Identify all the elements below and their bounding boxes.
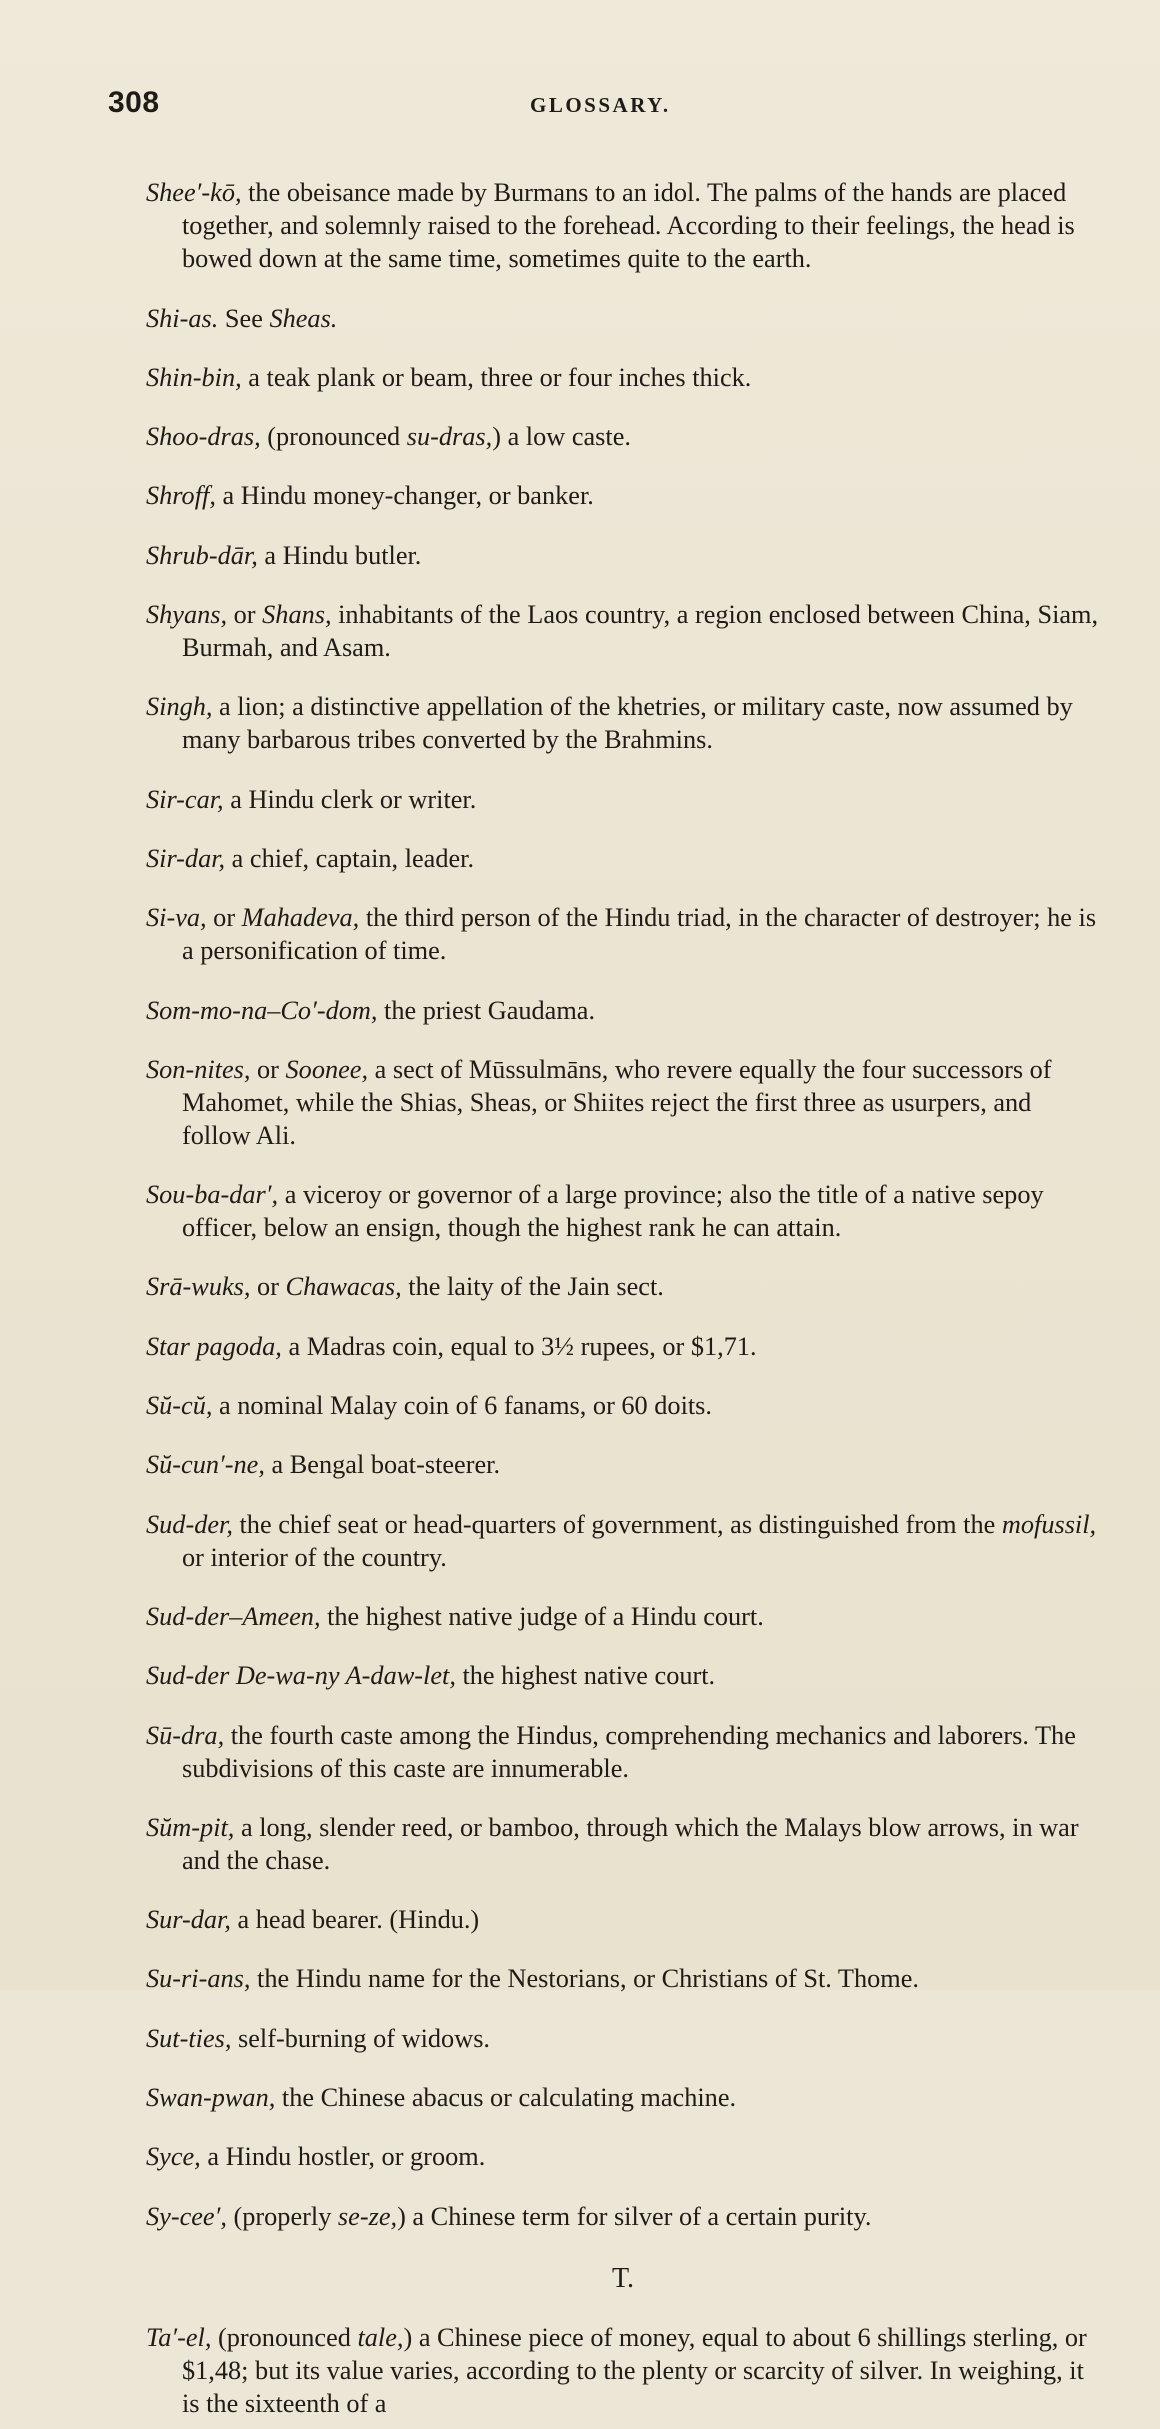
entry-term: Shoo-dras, — [146, 422, 261, 452]
entry-term: Shrub-dār, — [146, 540, 258, 570]
entry-term: Singh, — [146, 692, 213, 722]
entry-definition: a Hindu hostler, or groom. — [200, 2142, 486, 2172]
entry-definition: the fourth caste among the Hindus, comprehending mechanics and laborers. The subdivisions of this caste are innumerable. — [182, 1720, 1076, 1783]
glossary-entry — [146, 1448, 1100, 1481]
glossary-entry — [146, 479, 1100, 512]
entry-definition: the highest native judge of a Hindu court. — [320, 1601, 764, 1631]
entry-term: Swan-pwan, — [146, 2083, 276, 2113]
glossary-entries — [146, 150, 1100, 2429]
entry-definition: the Hindu name for the Nestorians, or Christians of St. Thome. — [250, 1964, 919, 1994]
glossary-entry — [146, 2321, 1100, 2420]
entry-term: Si-va, — [146, 903, 207, 933]
entry-cross-reference: Sheas. — [269, 303, 338, 333]
glossary-entry — [146, 901, 1100, 967]
glossary-entry — [146, 302, 1100, 335]
glossary-entry — [146, 2022, 1100, 2055]
glossary-entry — [146, 1659, 1100, 1692]
running-head: GLOSSARY. — [530, 93, 671, 117]
entry-cross-reference: mofussil, — [1001, 1509, 1097, 1539]
entry-definition: a teak plank or beam, three or four inches thick. — [241, 362, 752, 392]
entry-definition: the priest Gaudama. — [377, 995, 596, 1025]
entry-definition: a Hindu clerk or writer. — [223, 784, 477, 814]
entry-term: Sud-der De-wa-ny A-daw-let, — [146, 1661, 456, 1691]
entry-definition: a lion; a distinctive appellation of the khetries, or military caste, now assumed by many barbarous tribes converted by the Brahmins. — [182, 692, 1073, 755]
entry-term: Shee′-kō, — [146, 178, 242, 208]
entry-definition: ) a Chinese term for silver of a certain purity. — [397, 2201, 872, 2231]
entry-cross-reference: Mahadeva, — [241, 903, 360, 933]
entry-cross-reference: Soonee, — [285, 1054, 369, 1084]
entry-definition: a Hindu butler. — [257, 540, 422, 570]
entry-term: Ta′-el, — [146, 2322, 212, 2352]
glossary-entry — [146, 361, 1100, 394]
entry-definition: or interior of the country. — [182, 1542, 447, 1572]
entry-term: Sou-ba-dar′, — [146, 1180, 279, 1210]
entry-definition: inhabitants of the Laos country, a region enclosed between China, Siam, Burmah, and Asam. — [182, 600, 1099, 663]
entry-definition: self-burning of widows. — [231, 2023, 491, 2053]
glossary-entry — [146, 598, 1100, 664]
entry-definition: (pronounced — [211, 2322, 358, 2352]
entry-term: Sy-cee′, — [146, 2201, 227, 2231]
entry-definition: the highest native court. — [455, 1661, 716, 1691]
entry-term: Sud-der–Ameen, — [146, 1601, 321, 1631]
section-letter-heading: T. — [611, 2262, 635, 2294]
glossary-entry — [146, 783, 1100, 816]
entry-term: Sū-dra, — [146, 1720, 225, 1750]
glossary-entry — [146, 842, 1100, 875]
glossary-entry — [146, 1811, 1100, 1877]
entry-definition: or — [250, 1054, 286, 1084]
entry-definition: a Bengal boat-steerer. — [264, 1450, 501, 1480]
glossary-entry — [146, 1330, 1100, 1363]
entry-definition: (pronounced — [260, 422, 407, 452]
entry-term: Shyans, — [146, 600, 228, 630]
entry-definition: a viceroy or governor of a large province; also the title of a native sepoy officer, below an ensign, though the highest rank he can attain. — [182, 1180, 1044, 1243]
entry-cross-reference: Shans, — [262, 600, 332, 630]
glossary-entry — [146, 1903, 1100, 1936]
glossary-entry — [146, 2081, 1100, 2114]
entry-term: Sŭ-cŭ, — [146, 1391, 213, 1421]
entry-cross-reference: su-dras, — [406, 422, 493, 452]
glossary-entry — [146, 2140, 1100, 2173]
glossary-entry — [146, 690, 1100, 756]
glossary-entry — [146, 420, 1100, 453]
page-header — [108, 86, 1008, 122]
entry-definition: a Hindu money-changer, or banker. — [215, 481, 594, 511]
entry-term: Shi-as. — [146, 303, 219, 333]
entry-definition: the Chinese abacus or calculating machine. — [275, 2083, 737, 2113]
glossary-entry — [146, 2200, 1100, 2233]
entry-term: Syce, — [146, 2142, 201, 2172]
page-number: 308 — [108, 86, 160, 119]
entry-term: Sŭm-pit, — [146, 1812, 235, 1842]
entry-definition: or — [227, 600, 263, 630]
entry-definition: the laity of the Jain sect. — [401, 1272, 664, 1302]
entry-definition: the third person of the Hindu triad, in the character of destroyer; he is a personification of time. — [182, 903, 1097, 966]
glossary-entry — [146, 176, 1100, 275]
glossary-entry — [146, 1600, 1100, 1633]
glossary-entry — [146, 539, 1100, 572]
entry-term: Sud-der, — [146, 1509, 233, 1539]
entry-term: Shroff, — [146, 481, 216, 511]
entry-cross-reference: tale, — [357, 2322, 404, 2352]
glossary-entry — [146, 1270, 1100, 1303]
entry-term: Star pagoda, — [146, 1331, 282, 1361]
entry-definition: (properly — [226, 2201, 338, 2231]
entry-definition: a nominal Malay coin of 6 fanams, or 60 doits. — [212, 1391, 712, 1421]
entry-definition: a chief, captain, leader. — [225, 843, 475, 873]
entry-definition: a Madras coin, equal to 3½ rupees, or $1,71. — [281, 1331, 757, 1361]
glossary-entry — [146, 1962, 1100, 1995]
entry-term: Sur-dar, — [146, 1905, 231, 1935]
entry-term: Sir-dar, — [146, 843, 226, 873]
entry-definition: the chief seat or head-quarters of government, as distinguished from the — [232, 1509, 1002, 1539]
glossary-entry — [146, 1053, 1100, 1152]
entry-term: Sŭ-cun′-ne, — [146, 1450, 265, 1480]
entry-definition: ) a Chinese piece of money, equal to about 6 shillings sterling, or $1,48; but its value varies, according to the plenty or scarcity of silver. In weighing, it is the sixteenth of a — [182, 2322, 1087, 2418]
entry-definition: See — [218, 303, 270, 333]
entry-definition: a long, slender reed, or bamboo, through which the Malays blow arrows, in war and the chase. — [182, 1812, 1079, 1875]
entry-term: Sut-ties, — [146, 2023, 232, 2053]
entry-cross-reference: se-ze, — [337, 2201, 398, 2231]
entry-term: Som-mo-na–Co′-dom, — [146, 995, 378, 1025]
entry-term: Son-nites, — [146, 1054, 251, 1084]
entry-cross-reference: Chawacas, — [285, 1272, 402, 1302]
entry-definition: a sect of Mūssulmāns, who revere equally the four successors of Mahomet, while the Shias, Sheas, or Shiites reject the first three as usurpers, and follow Ali. — [182, 1054, 1052, 1150]
entry-term: Su-ri-ans, — [146, 1964, 251, 1994]
glossary-entry — [146, 994, 1100, 1027]
entry-definition: a head bearer. (Hindu.) — [230, 1905, 480, 1935]
entry-definition: or — [250, 1272, 286, 1302]
glossary-entry — [146, 1389, 1100, 1422]
entry-definition: the obeisance made by Burmans to an idol. The palms of the hands are placed together, and solemnly raised to the forehead. According to their feelings, the head is bowed down at the same time, sometimes quite to the earth. — [182, 178, 1075, 274]
glossary-entry — [146, 1508, 1100, 1574]
entry-definition: or — [206, 903, 242, 933]
entry-term: Shin-bin, — [146, 362, 242, 392]
entry-term: Sir-car, — [146, 784, 224, 814]
entry-term: Srā-wuks, — [146, 1272, 251, 1302]
glossary-entry — [146, 1178, 1100, 1244]
entry-definition: ) a low caste. — [492, 422, 631, 452]
glossary-entry — [146, 1719, 1100, 1785]
